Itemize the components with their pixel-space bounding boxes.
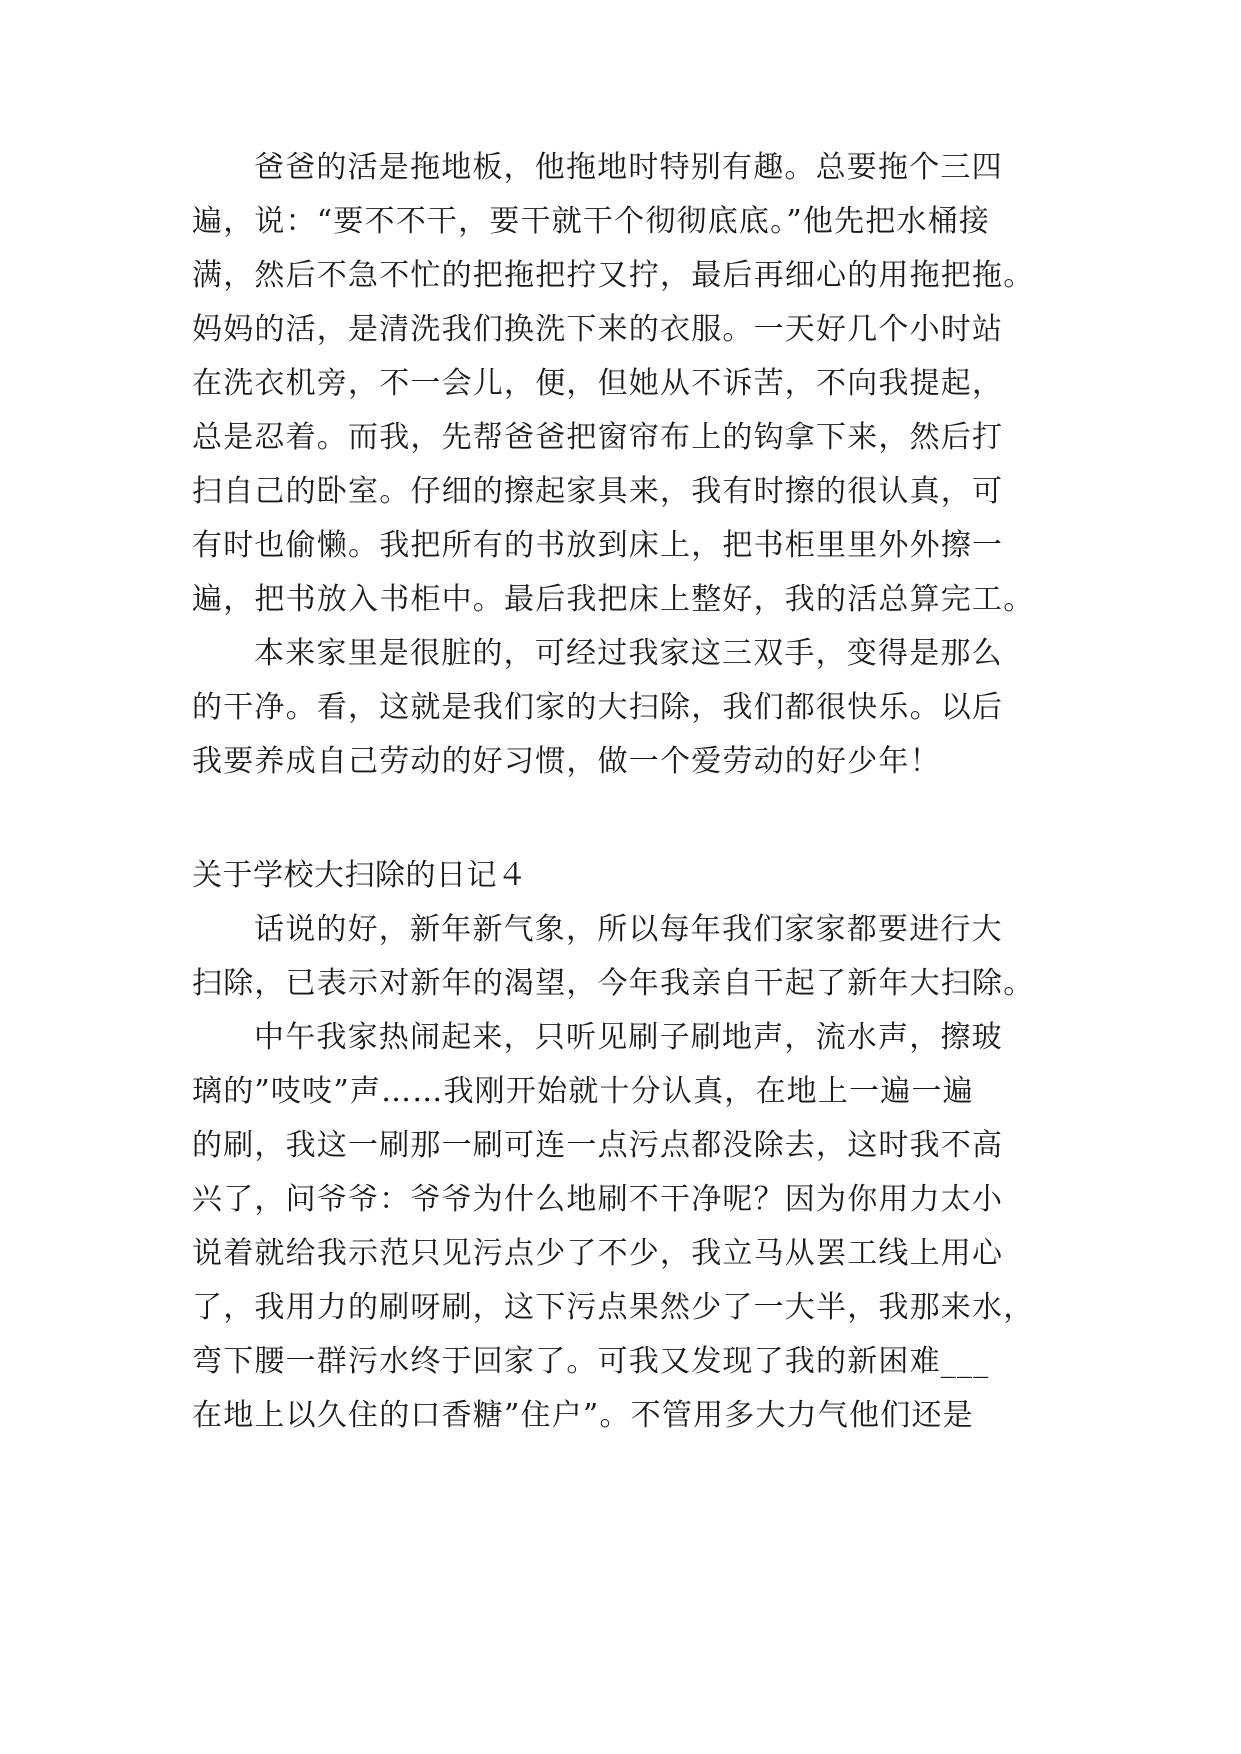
paragraph-line: 的干净。看，这就是我们家的大扫除，我们都很快乐。以后 xyxy=(192,690,1004,725)
paragraph-line: 弯下腰一群污水终于回家了。可我又发现了我的新困难___ xyxy=(192,1344,990,1379)
paragraph-line: 总是忍着。而我，先帮爸爸把窗帘布上的钩拿下来，然后打 xyxy=(192,420,1004,455)
paragraph-line: 我要养成自己劳动的好习惯，做一个爱劳动的好少年！ xyxy=(192,744,941,779)
paragraph-line: 有时也偷懒。我把所有的书放到床上，把书柜里里外外擦一 xyxy=(192,528,1004,563)
paragraph-line: 本来家里是很脏的，可经过我家这三双手，变得是那么 xyxy=(254,636,1003,671)
paragraph-line: 说着就给我示范只见污点少了不少，我立马从罢工线上用心 xyxy=(192,1236,1004,1271)
paragraph-line: 扫除，已表示对新年的渴望，今年我亲自干起了新年大扫除。 xyxy=(192,966,1035,1001)
paragraph-line: 兴了，问爷爷：爷爷为什么地刷不干净呢？因为你用力太小 xyxy=(192,1182,1004,1217)
paragraph-line: 了，我用力的刷呀刷，这下污点果然少了一大半，我那来水， xyxy=(192,1290,1035,1325)
paragraph-line: 爸爸的活是拖地板，他拖地时特别有趣。总要拖个三四 xyxy=(254,150,1003,185)
paragraph-line: 在洗衣机旁，不一会儿，便，但她从不诉苦，不向我提起， xyxy=(192,366,1004,401)
paragraph-line: 妈妈的活，是清洗我们换洗下来的衣服。一天好几个小时站 xyxy=(192,312,1004,347)
section-title: 关于学校大扫除的日记４ xyxy=(192,858,528,893)
paragraph-line: 话说的好，新年新气象，所以每年我们家家都要进行大 xyxy=(254,912,1003,947)
paragraph-line: 璃的”吱吱”声……我刚开始就十分认真，在地上一遍一遍 xyxy=(192,1074,974,1109)
paragraph-line: 满，然后不急不忙的把拖把拧又拧，最后再细心的用拖把拖。 xyxy=(192,258,1035,293)
paragraph-line: 遍，把书放入书柜中。最后我把床上整好，我的活总算完工。 xyxy=(192,582,1035,617)
paragraph-line: 在地上以久住的口香糖”住户”。不管用多大力气他们还是 xyxy=(192,1398,974,1433)
paragraph-line: 的刷，我这一刷那一刷可连一点污点都没除去，这时我不高 xyxy=(192,1128,1004,1163)
paragraph-line: 中午我家热闹起来，只听见刷子刷地声，流水声，擦玻 xyxy=(254,1020,1003,1055)
paragraph-line: 遍，说：“要不不干，要干就干个彻彻底底。”他先把水桶接 xyxy=(192,204,991,239)
paragraph-line: 扫自己的卧室。仔细的擦起家具来，我有时擦的很认真，可 xyxy=(192,474,1004,509)
